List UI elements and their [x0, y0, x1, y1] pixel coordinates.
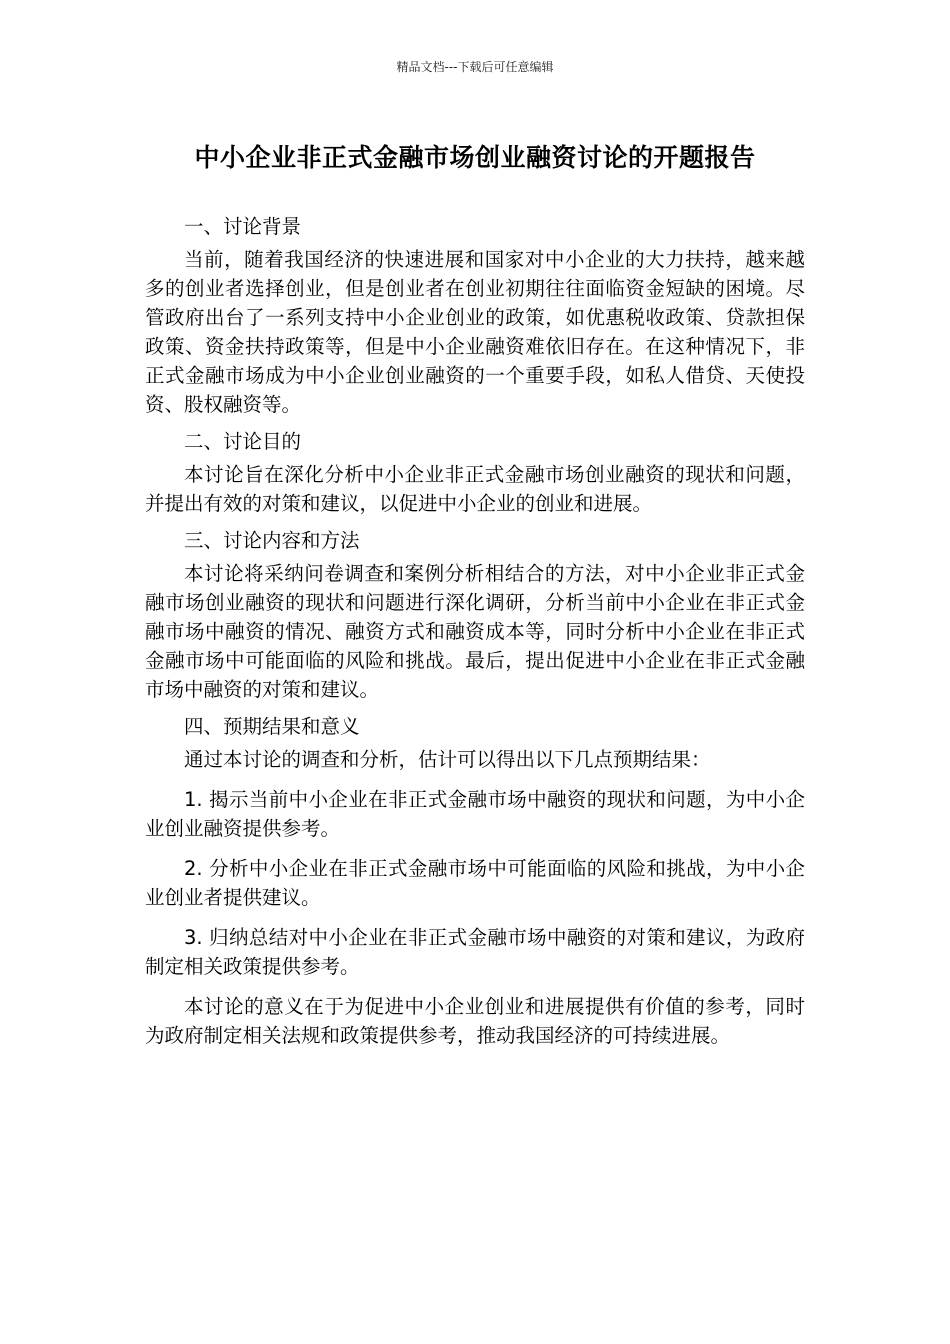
header-note: 精品文档---下载后可任意编辑: [396, 60, 554, 74]
document-title: 中小企业非正式金融市场创业融资讨论的开题报告: [194, 143, 756, 172]
document-body: [145, 212, 805, 1058]
list-item: 2. 分析中小企业在非正式金融市场中可能面临的风险和挑战，为中小企业创业者提供建议。: [145, 857, 805, 909]
section-heading: 一、讨论背景: [184, 215, 302, 238]
paragraph: 本讨论的意义在于为促进中小企业创业和进展提供有价值的参考，同时为政府制定相关法规和政策提供参考，推动我国经济的可持续进展。: [145, 995, 805, 1047]
section-heading: 三、讨论内容和方法: [184, 529, 360, 552]
list-item: 1. 揭示当前中小企业在非正式金融市场中融资的现状和问题，为中小企业创业融资提供参考。: [145, 788, 805, 840]
paragraph: 本讨论将采纳问卷调查和案例分析相结合的方法，对中小企业非正式金融市场创业融资的现状和问题进行深化调研，分析当前中小企业在非正式金融市场中融资的情况、融资方式和融资成本等，同时分析中小企业在非正式金融市场中可能面临的风险和挑战。最后，提出促进中小企业在非正式金融市场中融资的对策和建议。: [145, 562, 805, 701]
list-item: 3. 归纳总结对中小企业在非正式金融市场中融资的对策和建议，为政府制定相关政策提供参考。: [145, 926, 805, 978]
paragraph: 当前，随着我国经济的快速进展和国家对中小企业的大力扶持，越来越多的创业者选择创业，但是创业者在创业初期往往面临资金短缺的困境。尽管政府出台了一系列支持中小企业创业的政策，如优惠税收政策、贷款担保政策、资金扶持政策等，但是中小企业融资难依旧存在。在这种情况下，非正式金融市场成为中小企业创业融资的一个重要手段，如私人借贷、天使投资、股权融资等。: [145, 248, 805, 416]
paragraph: 本讨论旨在深化分析中小企业非正式金融市场创业融资的现状和问题，并提出有效的对策和建议，以促进中小企业的创业和进展。: [145, 463, 805, 515]
section-heading: 四、预期结果和意义: [184, 715, 360, 738]
paragraph: 通过本讨论的调查和分析，估计可以得出以下几点预期结果：: [184, 748, 711, 771]
section-heading: 二、讨论目的: [184, 430, 302, 453]
